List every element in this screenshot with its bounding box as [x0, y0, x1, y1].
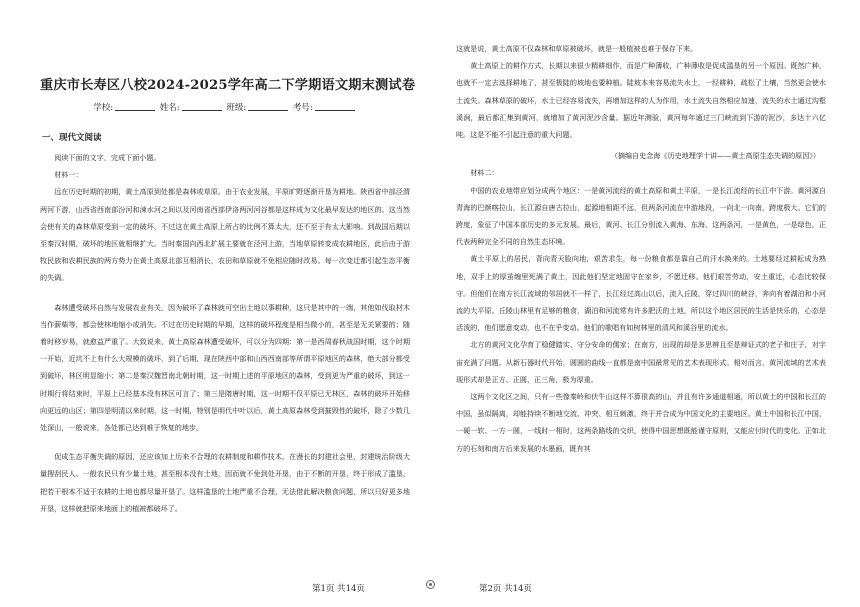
- page-number-left: 第1页 共14页: [312, 584, 365, 594]
- paragraph: 这两个文化区之间，只有一些像秦岭和伏牛山这样不算很高的山，并且有许多通道相通，所以黄土的中国和长江的中国，虽似隔离，却能持续不断地交流、冲突、相互刺激，终于并合成为中国文化的主要地区。黄土中国和长江中国，一硬一软、一方一圆，一线时一相时，这两条路线的交织，使得中国思想既能谨守原则，又能应付时代的变化。正如北方的石刻和南方后来发展的水墨画，既有其: [456, 392, 826, 453]
- material-2-label: 材料二：: [470, 168, 499, 178]
- paragraph: 促成生态平衡失调的原因，还应该加上历来不合理的农耕制度和耕作技术。在漫长的封建社会里，封建统治阶级大量搜刮民人。一般农民只有少量土地，甚至根本没有土地，因而就不免到处开垦，由于不断的开垦，终于形成了滥垦，把若干根本不适于农耕的土地也都尽量开垦了。这样滥垦的土地严重不合理，无法借此解决粮食问题，所以只好更多地开垦，这样就把原来地面上的植被都破坏了。: [40, 452, 410, 513]
- class-label: 班级:: [226, 103, 247, 113]
- id-label: 考号:: [292, 103, 313, 113]
- exam-title: 重庆市长寿区八校2024-2025学年高二下学期语文期末测试卷: [40, 78, 416, 93]
- school-label: 学校:: [93, 103, 114, 113]
- name-blank[interactable]: [182, 110, 222, 111]
- material-1-label: 材料一：: [54, 170, 83, 180]
- paragraph: 黄土高原上的耕作方式，长期以来很少精耕细作，而是广种薄收，广种薄收是促成滥垦的另一个原因。既然广种，也就不一定去选择耕地了，甚至极陡的坡地也要种植。陡坡本来容易流失水土，一经耕种，疏松了土壤，当然更会使水土流失。森林草原的破坏，水土已经容易流失，再增加这样的人为作用，水土流失自然相应加速，流失的水土通过沟壑溪涧，最后都汇集到黄河，就增加了黄河泥沙含量。据近年测验，黄河每年通过三门峡流到下游的泥沙，多达十六亿吨。这是不能不引起注意的重大问题。: [456, 61, 826, 140]
- paragraph: 中国的农业地带应划分成两个地区：一是黄河流经的黄土高原和黄土平原，一是长江流经的长江中下游。黄河源自青海的巴颜喀拉山，长江源自唐古拉山，起源地相距不远，但两条河流在中游地段，一向北一向南，跨度极大。它们的跨度，象征了中国本部历史的多元发展。最后，黄河、长江分别流入黄海、东海，这两条河，一是黄色，一是绿色，正代表两种完全不同的自然生态环境。: [456, 185, 826, 247]
- school-blank[interactable]: [115, 110, 155, 111]
- section-heading: 一、现代文阅读: [42, 133, 102, 143]
- page-number-right: 第2页 共14页: [479, 584, 532, 594]
- class-blank[interactable]: [248, 110, 288, 111]
- name-label: 姓名:: [159, 103, 180, 113]
- page-separator-icon: [426, 580, 435, 589]
- student-info-line: [40, 101, 410, 113]
- paragraph: 远在历史时期的初期，黄土高原到处都是森林或草原。由于农业发展，平原旷野逐渐开垦为耕地。陕西省中部泾渭两河下游，山西省西南部汾河和涑水河之间以及河南省西部伊洛两河河谷都是这样成为文化最早发达的地区的。这当然会使有关的森林草原受到一定的破坏，不过这在黄土高原上所占的比例不算太大，还不至于有太大影响。到战国后期以至秦汉时期，破坏的地区就相继扩大。当时秦国向西北扩展主要就在泾河上游，当地草原转变成农耕地区，此后由于游牧民族和农耕民族的两方势力在黄土高原北部互相消长，农田和草原就不免相应随时改易。每一次变迁都引起生态平衡的失调。: [40, 187, 410, 283]
- right-page: [430, 0, 860, 607]
- paragraph: 黄土平原上的居民，背向青天脸向地，艰苦求生，每一份粮食都是靠自己的汗水换来的。土地要经过耕耘成为熟地，双手上的厚茧缠里死满了黄土，因此他们坚定地固守在家乡，不愿迁移。他们艰苦劳动，安土重迁，心态比较保守。但他们在南方长江流域的邻居就不一样了，长江经过高山以后，流入丘陵，穿过四川的峡谷，奔向有着湖泊和小河流的大平原。丘陵山林里有足够的粮食，湖泊和河流常有许多肥沃的土地，所以这个地区居民的生活是快乐的，心态是活泼的，他们愿意变动，也不在乎变动。他们的歌唱有如树林里的清风和溪谷里的流水。: [456, 254, 826, 333]
- source-citation: （摘编自史念海《历史地理学十讲——黄土高原生态失调的原因》）: [610, 151, 820, 161]
- paragraph: 这就是说，黄土高原不仅森林和草原被破坏，就是一般植被也难于保存下来。: [456, 44, 698, 53]
- paragraph: 森林遭受破坏自然与发展农业有关，因为破坏了森林就可空出土地以事耕种，这只是其中的一端，其他如伐取材木当作薪柴等，都会使林地缩小或消失。不过在历史时期的早期，这样的破坏程度是相当微小的，甚至是无关紧要的；随着时移岁易，就愈益严重了。大致说来，黄土高原森林遭受破坏，可以分为四期：第一是西周春秋战国时期，这个时期一开始，近坑不上有什么大规模的破坏，到了后期，现在陕西中部和山西西南部等所谓平原地区的森林，绝大部分都受到破坏，林区明显缩小；第二是秦汉魏晋南北朝时期，这一时期上述的平原地区的森林，受到更为严重的破坏，到这一时期行将结束时，平原上已经基本没有林区可言了；第三是隋唐时期，这一时期不仅平原已无林区，森林的破坏开始移向更远的山区；第四是明清以来时期，这一时期，特别是明代中叶以后，黄土高原森林受到摧毁性的破坏，除了少数几处深山，一般说来，各处都已达到难于恢复的地步。: [40, 302, 410, 433]
- instruction: 阅读下面的文字，完成下面小题。: [54, 153, 161, 162]
- paragraph: 北方的黄河文化孕育了稳健踏实、守分安命的儒家；在南方，出现的却是多思辨且至是辩证式的老子和庄子，对宇宙充满了问题。从新石器时代开始，圆圆的曲线一直都是南中国最常见的艺术表现形式。相对而言，黄河流域的艺术表现形式却是正方、正圆、正三角，极为厚重。: [456, 340, 826, 384]
- id-blank[interactable]: [315, 110, 355, 111]
